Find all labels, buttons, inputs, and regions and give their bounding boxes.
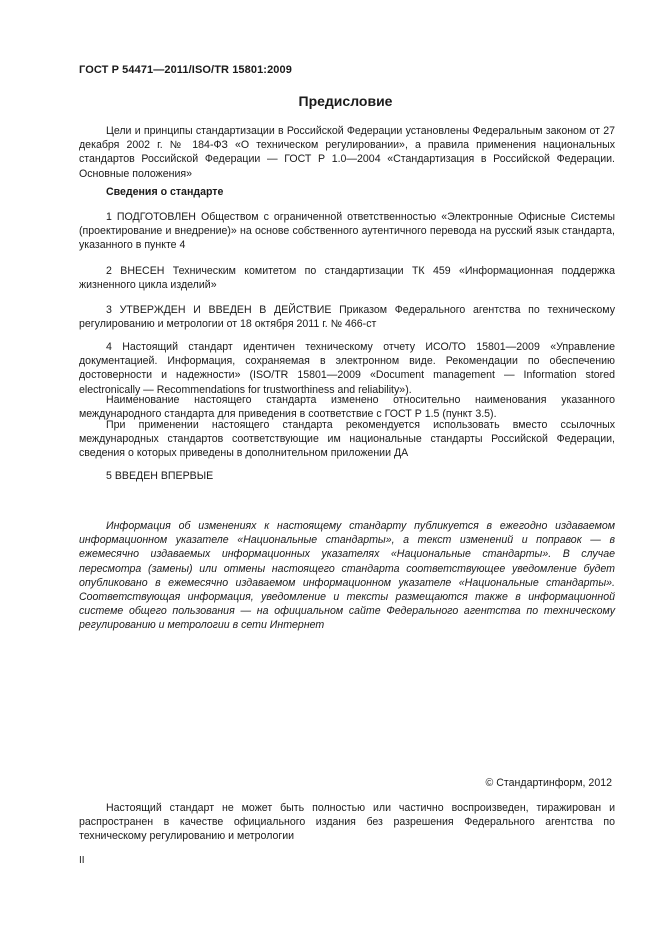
copyright-line: © Стандартинформ, 2012 <box>485 777 612 789</box>
item-4-name-change-paragraph: Наименование настоящего стандарта изменено относительно наименования указанного международного стандарта для приведения в соответствие с ГОСТ Р 1.5 (пункт 3.5). <box>79 394 615 421</box>
item-3-paragraph: 3 УТВЕРЖДЕН И ВВЕДЕН В ДЕЙСТВИЕ Приказом Федерального агентства по техническому регулированию и метрологии от 18 октября 2011 г. № 466-ст <box>79 304 615 331</box>
item-4-references-paragraph: При применении настоящего стандарта рекомендуется использовать вместо ссылочных международных стандартов соответствующие им национальные стандарты Российской Федерации, сведения о которых приведены в дополнительном приложении ДА <box>79 419 615 460</box>
page-title: Предисловие <box>298 93 393 109</box>
rights-paragraph: Настоящий стандарт не может быть полностью или частично воспроизведен, тиражирован и распространен в качестве официального издания без разрешения Федерального агентства по техническому регулированию и метрологии <box>79 802 615 843</box>
page-number: II <box>79 855 85 866</box>
intro-paragraph: Цели и принципы стандартизации в Российской Федерации установлены Федеральным законом от 27 декабря 2002 г. № 184-ФЗ «О техническом регулировании», а правила применения национальных стандартов Российской Федерации — ГОСТ Р 1.0—2004 «Стандартизация в Российской Федерации. Основные положения» <box>79 125 615 180</box>
item-4-paragraph: 4 Настоящий стандарт идентичен техническому отчету ИСО/ТО 15801—2009 «Управление документацией. Информация, сохраняемая в электронном виде. Рекомендации по обеспечению достоверности и надежности» (ISO/TR 15801—2009 «Document management — Information stored electronically — Recommendations for trustworthiness and reliability»). <box>79 341 615 396</box>
document-code-header: ГОСТ Р 54471—2011/ISO/TR 15801:2009 <box>79 64 292 76</box>
item-1-paragraph: 1 ПОДГОТОВЛЕН Обществом с ограниченной ответственностью «Электронные Офисные Системы (проектирование и внедрение)» на основе собственного аутентичного перевода на русский язык стандарта, указанного в пункте 4 <box>79 211 615 252</box>
section-heading: Сведения о стандарте <box>106 186 224 198</box>
item-5-paragraph: 5 ВВЕДЕН ВПЕРВЫЕ <box>106 470 214 482</box>
amendments-notice: Информация об изменениях к настоящему стандарту публикуется в ежегодно издаваемом информационном указателе «Национальные стандарты», а текст изменений и поправок — в ежемесячно издаваемых информационных указателях «Национальные стандарты». В случае пересмотра (замены) или отмены настоящего стандарта соответствующее уведомление будет опубликовано в ежемесячно издаваемом информационном указателе «Национальные стандарты». Соответствующая информация, уведомление и тексты размещаются также в информационной системе общего пользования — на официальном сайте Федерального агентства по техническому регулированию и метрологии в сети Интернет <box>79 520 615 632</box>
item-2-paragraph: 2 ВНЕСЕН Техническим комитетом по стандартизации ТК 459 «Информационная поддержка жизненного цикла изделий» <box>79 265 615 292</box>
